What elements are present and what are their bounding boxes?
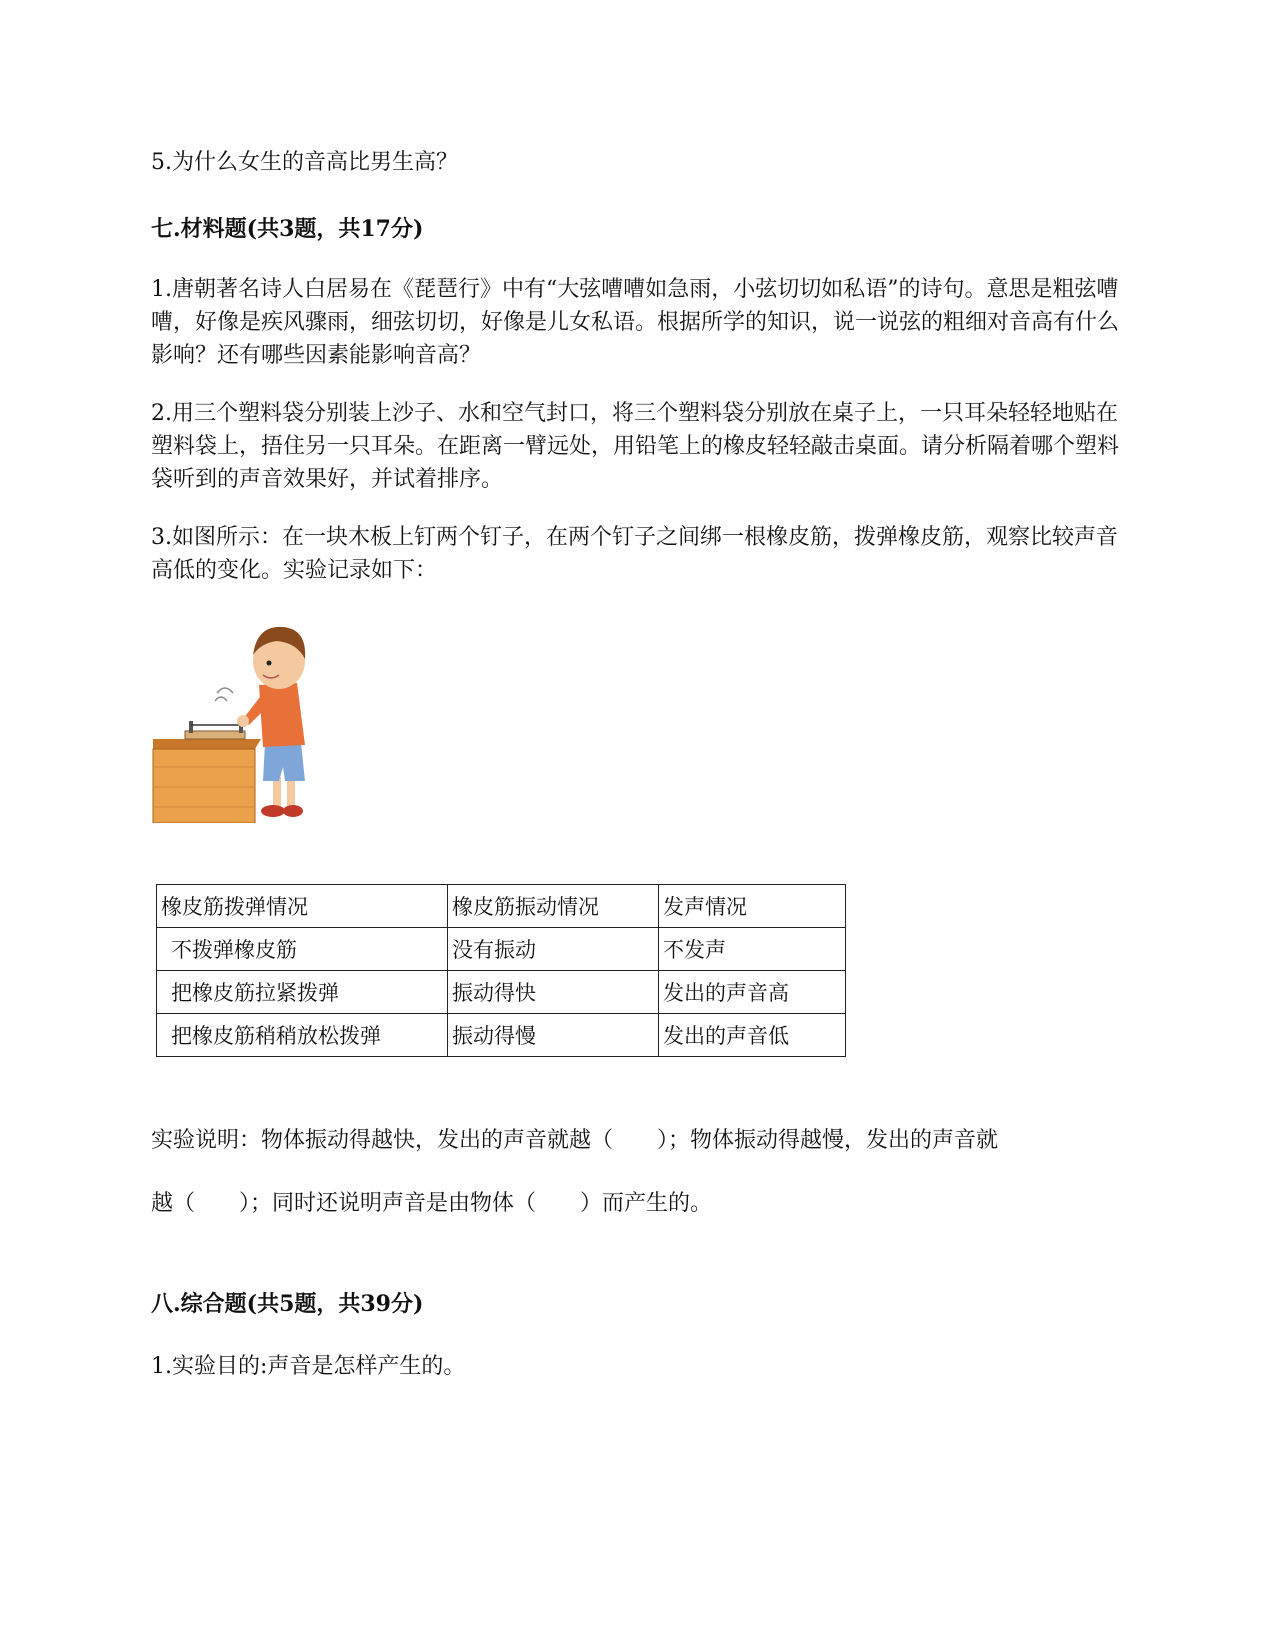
table-header-row — [157, 885, 846, 928]
table-header-cell: 发声情况 — [659, 885, 846, 928]
table-cell: 振动得慢 — [448, 1014, 659, 1057]
table-header-cell: 橡皮筋振动情况 — [448, 885, 659, 928]
table-cell: 发出的声音低 — [659, 1014, 846, 1057]
question-5: 5.为什么女生的音高比男生高？ — [151, 150, 458, 175]
table-row — [157, 928, 846, 971]
table-cell: 把橡皮筋稍稍放松拨弹 — [157, 1014, 448, 1057]
table-cell: 把橡皮筋拉紧拨弹 — [157, 971, 448, 1014]
table-cell: 不拨弹橡皮筋 — [157, 928, 448, 971]
table-cell: 不发声 — [659, 928, 846, 971]
section-7-heading: 七.材料题(共3题，共17分) — [151, 216, 424, 242]
section-7-question-2: 2.用三个塑料袋分别装上沙子、水和空气封口，将三个塑料袋分别放在桌子上，一只耳朵轻轻地贴在塑料袋上，捂住另一只耳朵。在距离一臂远处，用铅笔上的橡皮轻轻敲击桌面。请分析隔着哪个塑料袋听到的声音效果好，并试着排序。 — [151, 401, 1120, 492]
table-cell: 发出的声音高 — [659, 971, 846, 1014]
table-header-cell: 橡皮筋拨弹情况 — [157, 885, 448, 928]
table-cell: 没有振动 — [448, 928, 659, 971]
section-7-question-3: 3.如图所示：在一块木板上钉两个钉子，在两个钉子之间绑一根橡皮筋，拨弹橡皮筋，观察比较声音高低的变化。实验记录如下： — [151, 525, 1118, 583]
table-row — [157, 971, 846, 1014]
section-8-heading: 八.综合题(共5题，共39分) — [151, 1291, 424, 1317]
experiment-explanation-line-2: 越（ ）；同时还说明声音是由物体（ ）而产生的。 — [151, 1191, 713, 1216]
table-row — [157, 1014, 846, 1057]
section-7-question-1: 1.唐朝著名诗人白居易在《琵琶行》中有“大弦嘈嘈如急雨，小弦切切如私语”的诗句。意思是粗弦嘈嘈，好像是疾风骤雨，细弦切切，好像是儿女私语。根据所学的知识，说一说弦的粗细对音高有什么影响？还有哪些因素能影响音高？ — [151, 277, 1120, 368]
rubber-band-experiment-illustration — [151, 617, 313, 823]
table-cell: 振动得快 — [448, 971, 659, 1014]
experiment-explanation-line-1: 实验说明：物体振动得越快，发出的声音就越（ ）；物体振动得越慢，发出的声音就 — [151, 1128, 999, 1153]
section-8-question-1: 1.实验目的:声音是怎样产生的。 — [151, 1354, 466, 1379]
experiment-record-table — [156, 884, 846, 1057]
